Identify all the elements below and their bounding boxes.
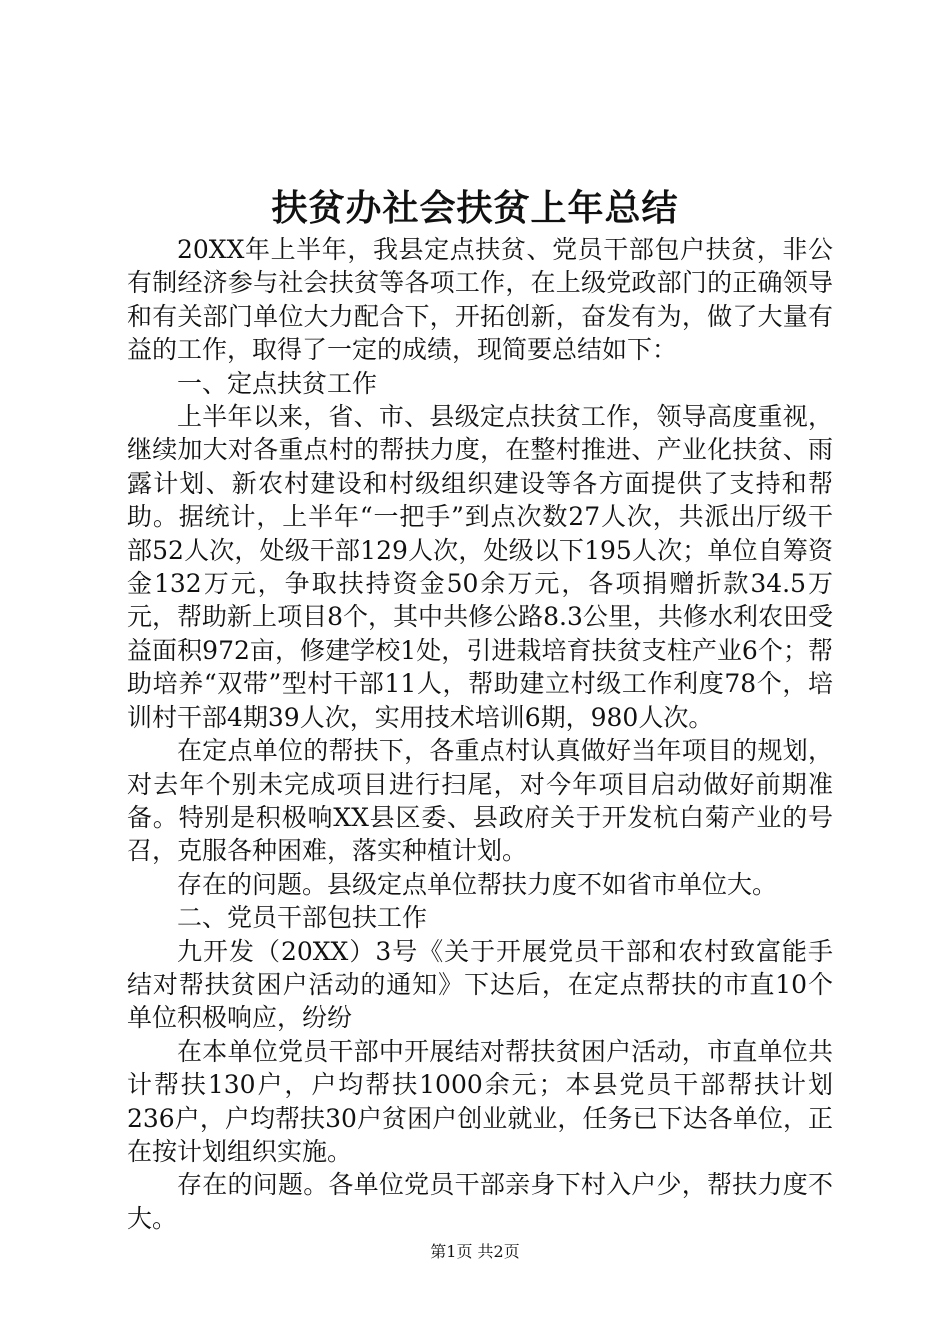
paragraph-intro: 20XX年上半年，我县定点扶贫、党员干部包户扶贫，非公有制经济参与社会扶贫等各项工作，在上级党政部门的正确领导和有关部门单位大力配合下，开拓创新，奋发有为，做了大量有益的工作，取得了一定的成绩，现简要总结如下： [127, 235, 833, 365]
section-heading-2: 二、党员干部包扶工作 [177, 903, 428, 933]
section-heading-1: 一、定点扶贫工作 [177, 368, 378, 398]
paragraph-problem-1: 存在的问题。县级定点单位帮扶力度不如省市单位大。 [177, 869, 778, 899]
document-title: 扶贫办社会扶贫上年总结 [271, 187, 679, 229]
page-number-footer: 第1页 共2页 [430, 1242, 520, 1261]
paragraph-problem-2: 存在的问题。各单位党员干部亲身下村入户少，帮扶力度不大。 [127, 1170, 833, 1233]
paragraph-notice: 九开发（20XX）3号《关于开展党员干部和农村致富能手结对帮扶贫困户活动的通知》下达后，在定点帮扶的市直10个单位积极响应，纷纷 [127, 936, 833, 1033]
paragraph-key-villages: 在定点单位的帮扶下，各重点村认真做好当年项目的规划，对去年个别未完成项目进行扫尾，对今年项目启动做好前期准备。特别是积极响XX县区委、县政府关于开发杭白菊产业的号召，克服各种困难，落实种植计划。 [127, 736, 833, 866]
paragraph-pairing: 在本单位党员干部中开展结对帮扶贫困户活动，市直单位共计帮扶130户，户均帮扶1000余元；本县党员干部帮扶计划236户，户均帮扶30户贫困户创业就业，任务已下达各单位，正在按计划组织实施。 [127, 1036, 833, 1166]
document-body [127, 233, 833, 1235]
paragraph-statistics: 上半年以来，省、市、县级定点扶贫工作，领导高度重视，继续加大对各重点村的帮扶力度，在整村推进、产业化扶贫、雨露计划、新农村建设和村级组织建设等各方面提供了支持和帮助。据统计，上半年“一把手”到点次数27人次，共派出厅级干部52人次，处级干部129人次，处级以下195人次；单位自筹资金132万元，争取扶持资金50余万元，各项捐赠折款34.5万元，帮助新上项目8个，其中共修公路8.3公里，共修水利农田受益面积972亩，修建学校1处，引进栽培育扶贫支柱产业6个；帮助培养“双带”型村干部11人，帮助建立村级工作利度78个，培训村干部4期39人次，实用技术培训6期，980人次。 [127, 402, 833, 732]
